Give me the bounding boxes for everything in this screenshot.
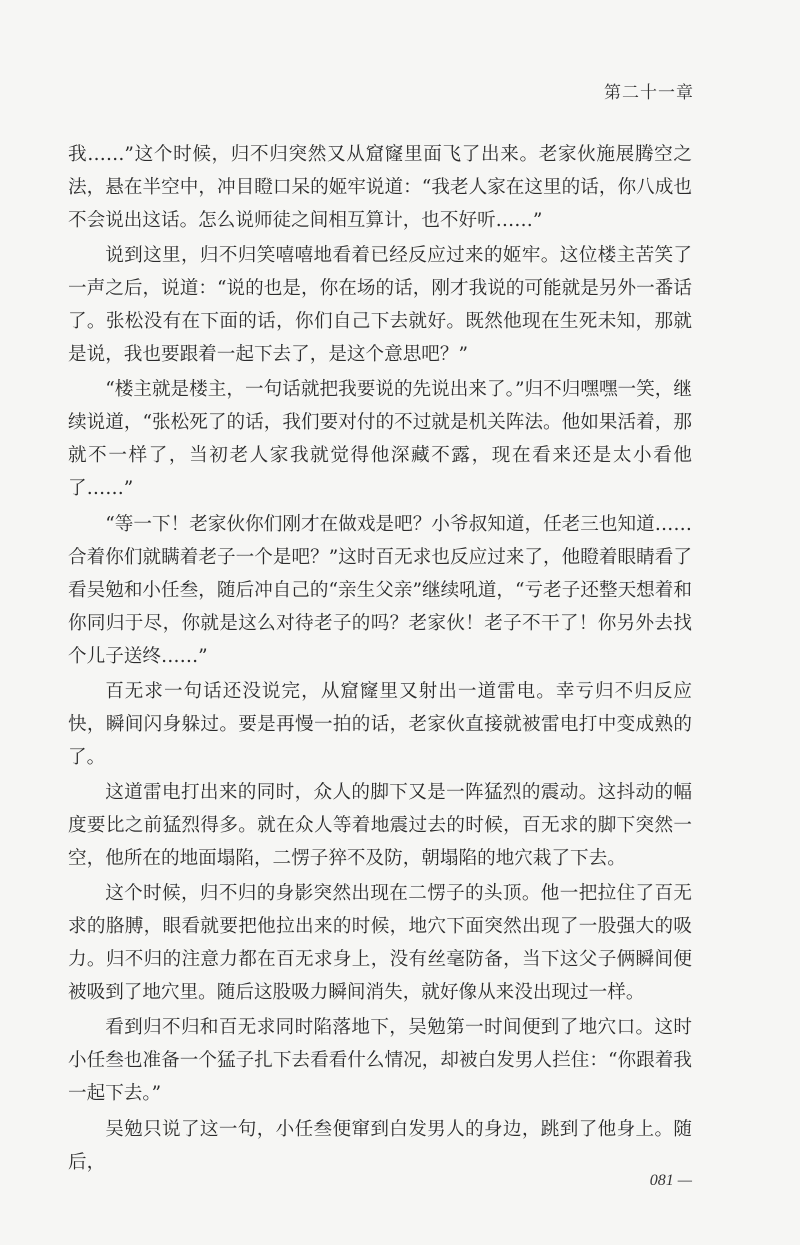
- paragraph-2: 说到这里，归不归笑嘻嘻地看着已经反应过来的姬牢。这位楼主苦笑了一声之后，说道：“说的也是，你在场的话，刚才我说的可能就是另外一番话了。张松没有在下面的话，你们自己下去就好。既然他现在生死未知，那就是说，我也要跟着一起下去了，是这个意思吧？”: [68, 245, 692, 366]
- chapter-running-head: 第二十一章: [604, 83, 694, 103]
- body-text: [68, 138, 692, 1181]
- paragraph-6: 这道雷电打出来的同时，众人的脚下又是一阵猛烈的震动。这抖动的幅度要比之前猛烈得多。就在众人等着地震过去的时候，百无求的脚下突然一空，他所在的地面塌陷，二愣子猝不及防，朝塌陷的地穴栽了下去。: [68, 781, 692, 869]
- paragraph-8: 看到归不归和百无求同时陷落地下，吴勉第一时间便到了地穴口。这时小任叁也准备一个猛子扎下去看看什么情况，却被白发男人拦住：“你跟着我一起下去。”: [68, 1017, 692, 1105]
- paragraph-1: 我……”这个时候，归不归突然又从窟窿里面飞了出来。老家伙施展腾空之法，悬在半空中，冲目瞪口呆的姬牢说道：“我老人家在这里的话，你八成也不会说出这话。怎么说师徒之间相互算计，也不好听……”: [68, 144, 692, 231]
- paragraph-5: 百无求一句话还没说完，从窟窿里又射出一道雷电。幸亏归不归反应快，瞬间闪身躲过。要是再慢一拍的话，老家伙直接就被雷电打中变成熟的了。: [68, 680, 692, 768]
- paragraph-9: 吴勉只说了这一句，小任叁便窜到白发男人的身边，跳到了他身上。随后，: [68, 1118, 692, 1173]
- paragraph-7: 这个时候，归不归的身影突然出现在二愣子的头顶。他一把拉住了百无求的胳膊，眼看就要把他拉出来的时候，地穴下面突然出现了一股强大的吸力。归不归的注意力都在百无求身上，没有丝毫防备，当下这父子俩瞬间便被吸到了地穴里。随后这股吸力瞬间消失，就好像从来没出现过一样。: [68, 883, 692, 1004]
- paragraph-4: “等一下！老家伙你们刚才在做戏是吧？小爷叔知道，任老三也知道……合着你们就瞒着老子一个是吧？”这时百无求也反应过来了，他瞪着眼睛看了看吴勉和小任叁，随后冲自己的“亲生父亲”继续吼道，“亏老子还整天想着和你同归于尽，你就是这么对待老子的吗？老家伙！老子不干了！你另外去找个儿子送终……”: [68, 513, 692, 667]
- page-number: 081 —: [649, 1172, 692, 1189]
- paragraph-3: “楼主就是楼主，一句话就把我要说的先说出来了。”归不归嘿嘿一笑，继续说道，“张松死了的话，我们要对付的不过就是机关阵法。他如果活着，那就不一样了，当初老人家我就觉得他深藏不露，现在看来还是太小看他了……”: [68, 379, 692, 500]
